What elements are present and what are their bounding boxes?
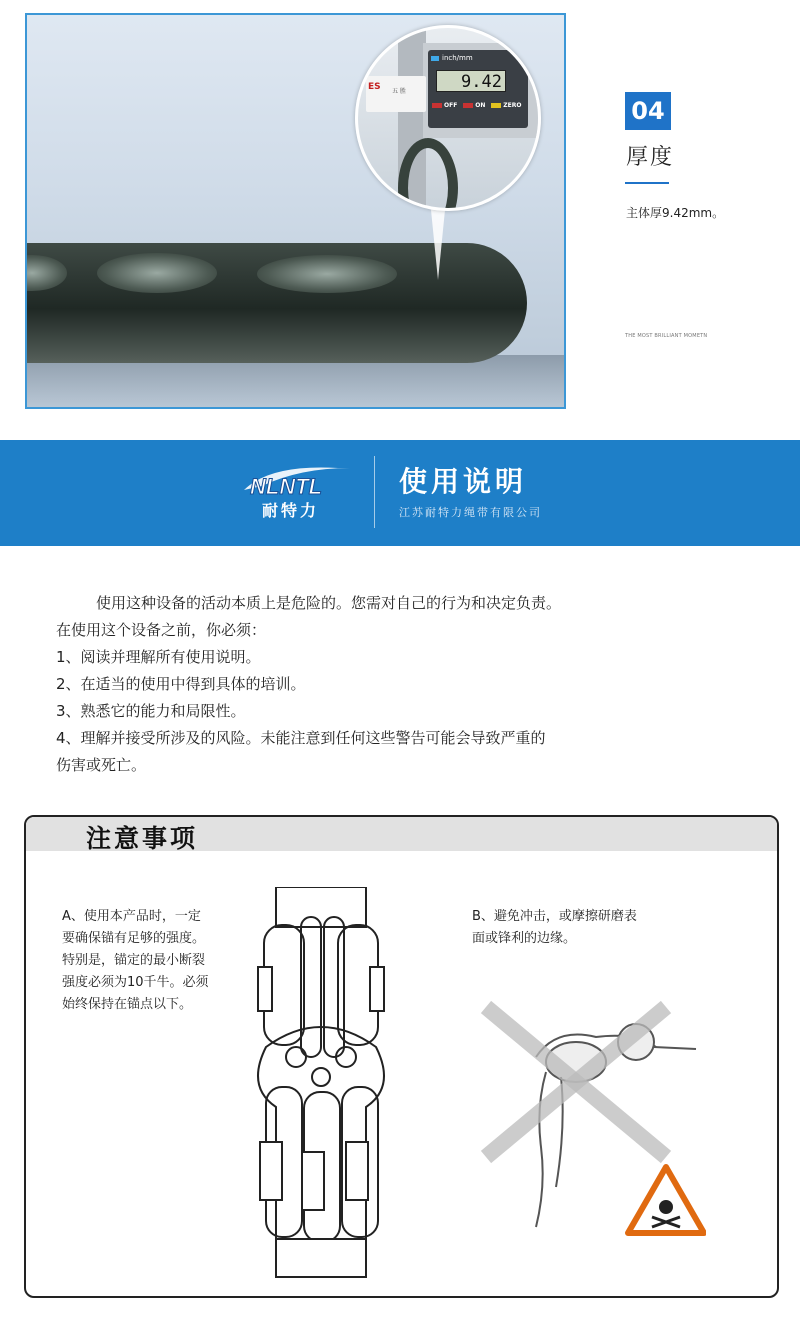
brand-name: 耐特力 bbox=[262, 501, 320, 520]
note-a-line: A、使用本产品时，一定 bbox=[62, 909, 201, 924]
instruction-line: 使用这种设备的活动本质上是危险的。您需对自己的行为和决定负责。 bbox=[96, 594, 562, 612]
plate-hole bbox=[97, 253, 217, 293]
notes-header bbox=[26, 817, 777, 851]
carabiner-anchor-illustration bbox=[246, 887, 396, 1279]
instructions-text bbox=[56, 590, 756, 779]
plate-hole bbox=[257, 255, 397, 293]
top-anchor-block bbox=[276, 887, 366, 927]
zoom-pointer bbox=[430, 200, 446, 280]
note-a-line: 始终保持在锚点以下。 bbox=[62, 997, 193, 1012]
photo-shadow bbox=[27, 355, 564, 409]
carabiner-lock bbox=[346, 1142, 368, 1200]
notes-panel bbox=[24, 815, 779, 1298]
instruction-line: 1、阅读并理解所有使用说明。 bbox=[56, 648, 261, 666]
note-a-line: 强度必须为10千牛。必须 bbox=[62, 975, 209, 990]
rope-hanging bbox=[536, 1072, 546, 1227]
note-a-line: 特别是，锚定的最小断裂 bbox=[62, 953, 206, 968]
caliper-btn-zero: ZERO bbox=[491, 102, 521, 109]
spec-description: 主体厚9.42mm。 bbox=[626, 206, 725, 220]
caliper-btn-on: ON bbox=[463, 102, 485, 109]
plate-hole bbox=[312, 1068, 330, 1086]
caliper-display-head bbox=[428, 50, 528, 128]
instructions-banner bbox=[0, 440, 800, 546]
instruction-line: 伤害或死亡。 bbox=[56, 756, 147, 774]
caliper-brand-plate bbox=[366, 76, 426, 112]
unit-led-icon bbox=[431, 56, 439, 61]
spec-divider bbox=[625, 182, 669, 184]
instruction-line: 3、熟悉它的能力和局限性。 bbox=[56, 702, 246, 720]
carabiner-gate bbox=[370, 967, 384, 1011]
caliper-unit-label: inch/mm bbox=[442, 54, 473, 62]
caliper-zoom bbox=[355, 25, 541, 211]
brand-logo-text: NLNTL bbox=[250, 474, 323, 499]
plate-hole bbox=[336, 1047, 356, 1067]
instruction-line: 在使用这个设备之前，你必须： bbox=[56, 621, 267, 639]
instruction-line: 4、理解并接受所涉及的风险。未能注意到任何这些警告可能会导致严重的 bbox=[56, 729, 546, 747]
banner-title: 使用说明 bbox=[399, 465, 528, 498]
note-a-line: 要确保锚有足够的强度。 bbox=[62, 931, 206, 946]
notes-title: 注意事项 bbox=[86, 824, 199, 853]
hazard-warning-icon bbox=[628, 1167, 704, 1233]
carabiner-gate bbox=[258, 967, 272, 1011]
caliper-reading: 9.42 bbox=[436, 70, 506, 92]
caliper-brand-sub: 五 胜 bbox=[392, 88, 406, 95]
bottom-anchor-block bbox=[276, 1239, 366, 1277]
banner-divider bbox=[374, 456, 375, 528]
company-name: 江苏耐特力绳带有限公司 bbox=[399, 506, 542, 519]
caliper-btn-off: OFF bbox=[432, 102, 457, 109]
carabiner-lock bbox=[302, 1152, 324, 1210]
carabiner-lock bbox=[260, 1142, 282, 1200]
note-a bbox=[62, 906, 242, 1016]
spec-tagline: THE MOST BRILLIANT MOMETN bbox=[625, 333, 708, 339]
note-b-line: B、避免冲击，或摩擦研磨表 bbox=[472, 909, 637, 924]
instruction-line: 2、在适当的使用中得到具体的培训。 bbox=[56, 675, 306, 693]
caliper-brand: ES bbox=[368, 82, 381, 92]
brand-logo-icon bbox=[240, 460, 360, 500]
plate-hole bbox=[286, 1047, 306, 1067]
note-b bbox=[472, 906, 692, 950]
spec-title: 厚度 bbox=[626, 145, 675, 170]
spec-number: 04 bbox=[625, 92, 671, 130]
caliper-buttons bbox=[432, 102, 525, 109]
note-b-line: 面或锋利的边缘。 bbox=[472, 931, 577, 946]
impact-warning-illustration bbox=[466, 987, 706, 1237]
rope-end bbox=[654, 1047, 696, 1049]
